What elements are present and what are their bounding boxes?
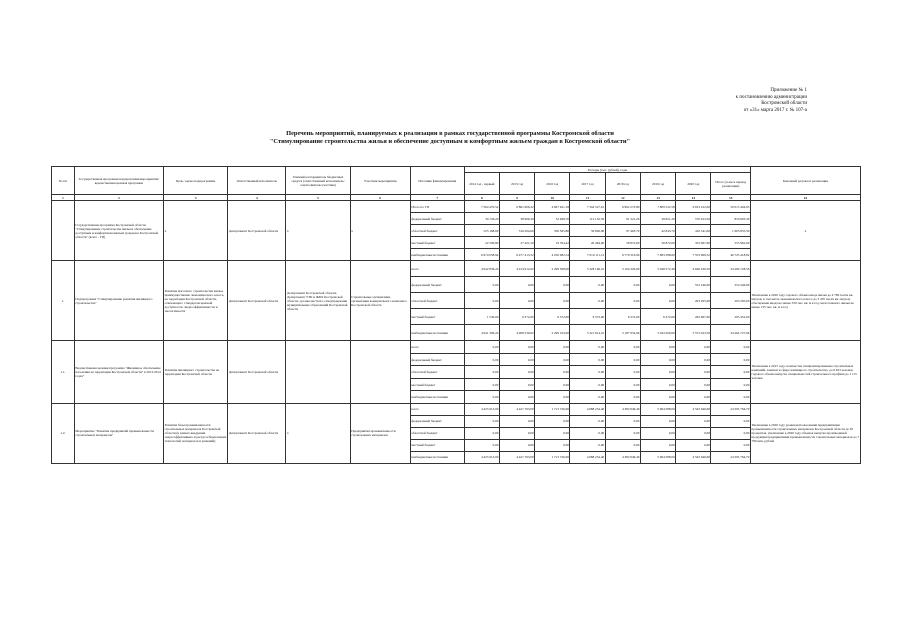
amount-cell: 0,00	[640, 366, 675, 379]
participants-cell: Предприятия промышленности строительных материалов	[350, 403, 410, 463]
amount-cell: 0,00	[499, 293, 534, 309]
amount-cell: 0,00	[535, 353, 570, 366]
amount-cell: 0,00	[570, 293, 605, 309]
column-number: 5	[286, 195, 350, 201]
amount-cell: 4 688 254,40	[570, 403, 605, 415]
amount-cell: 552 246,00	[676, 277, 711, 293]
amount-cell: 4 667 621,18	[535, 201, 570, 213]
amount-cell: 0,00	[676, 353, 711, 366]
amount-cell: 316 204,60	[499, 225, 534, 237]
amount-cell: 0,00	[570, 391, 605, 404]
measures-table	[51, 166, 861, 464]
amount-cell: 356 565,80	[535, 225, 570, 237]
amount-cell: 0,00	[535, 277, 570, 293]
row-number-cell: 1.	[52, 261, 75, 341]
amount-cell: 525 168,60	[464, 225, 499, 237]
amount-cell: 0,00	[640, 391, 675, 404]
amount-cell: 6 640 436,50	[676, 261, 711, 277]
participants-cell: Строительные организации, организации коммунального комплекса Костромской области	[350, 261, 410, 341]
table-row	[52, 403, 861, 415]
amount-cell: 0,00	[640, 378, 675, 391]
amount-cell: 0,00	[676, 439, 711, 451]
document-title	[140, 130, 760, 145]
column-number: 14	[676, 195, 711, 201]
amount-cell: 19 764,42	[535, 237, 570, 249]
appendix-block	[736, 88, 807, 114]
amount-cell: 0,00	[711, 353, 750, 366]
column-number: 13	[640, 195, 675, 201]
amount-cell: 552 246,00	[711, 277, 750, 293]
amount-cell: 0,00	[464, 341, 499, 354]
amount-cell: 42 843,70	[640, 225, 675, 237]
source-cell: федеральный бюджет	[410, 277, 464, 293]
amount-cell: 5 328 166,10	[570, 261, 605, 277]
row-number-cell	[52, 201, 75, 261]
source-cell: федеральный бюджет	[410, 353, 464, 366]
amount-cell: 6 372,00	[499, 309, 534, 325]
header-year: 2020 год	[676, 173, 711, 195]
amount-cell: 0,00	[499, 439, 534, 451]
amount-cell: 0,00	[711, 378, 750, 391]
header-result: Конечный результат реализации	[750, 167, 860, 195]
amount-cell: 295 452,00	[711, 309, 750, 325]
header-year: 2018 год	[605, 173, 640, 195]
amount-cell: 0,00	[676, 341, 711, 354]
table-row	[52, 261, 861, 277]
amount-cell: 7 564 470,54	[464, 201, 499, 213]
amount-cell: 0,00	[605, 341, 640, 354]
amount-cell: 0,00	[676, 415, 711, 427]
header-no: № п/п	[52, 167, 75, 195]
amount-cell: 6 372,00	[640, 309, 675, 325]
amount-cell: 352 067,00	[676, 237, 711, 249]
source-cell: внебюджетные источники	[410, 249, 464, 261]
amount-cell: 0,00	[464, 353, 499, 366]
amount-cell: 0,00	[499, 277, 534, 293]
amount-cell: 0,00	[499, 415, 534, 427]
goal-cell: Развитие массового строительства жилья, преимущественно экономического класса, на территории Костромской области, отвечающего стандартам ценовой доступности, энергоэффективности и экологичности	[164, 261, 228, 341]
amount-cell: 0,00	[499, 353, 534, 366]
amount-cell: 4 250 082,54	[535, 249, 570, 261]
column-number: 8	[464, 195, 499, 201]
amount-cell: 0,00	[640, 353, 675, 366]
amount-cell: 2 298 568,00	[535, 261, 570, 277]
measure-name-cell: Ведомственная целевая программа "Жилищное обеспечение населения на территории Костромской области" в 2013-2014 годах"	[74, 341, 163, 404]
column-number: 2	[74, 195, 163, 201]
amount-cell: 0,00	[605, 391, 640, 404]
amount-cell: 203 295,00	[676, 293, 711, 309]
amount-cell: 0,00	[640, 415, 675, 427]
executor-cell: Департамент Костромской области	[228, 403, 286, 463]
header-participants: Участник мероприятия	[350, 167, 410, 195]
amount-cell: 6 861 906,22	[499, 201, 534, 213]
header-sources: Источник финансирования	[410, 167, 464, 195]
amount-cell: 0,00	[570, 366, 605, 379]
source-cell: внебюджетные источники	[410, 451, 464, 463]
amount-cell: 20 464,00	[570, 237, 605, 249]
amount-cell: 5 064 588,00	[640, 451, 675, 463]
column-number: 16	[750, 195, 860, 201]
amount-cell: 5 048 572,40	[640, 261, 675, 277]
amount-cell: 0,00	[535, 293, 570, 309]
table-row	[52, 341, 861, 354]
amount-cell: 0,00	[605, 353, 640, 366]
result-cell: Увеличение к 2015 году: количества специализированных строительных компаний, занятых в сфере жилищного строительства, до 6 623 человек, годового объема выпуска специальностей строительного профиля до 1 115 человек	[750, 341, 860, 404]
manager-cell	[286, 341, 350, 404]
amount-cell: 7 553 969,52	[676, 249, 711, 261]
amount-cell: 38 966,30	[499, 213, 534, 225]
source-cell: местный бюджет	[410, 237, 464, 249]
amount-cell: 22 500,80	[464, 237, 499, 249]
amount-cell: 56 872,00	[605, 237, 640, 249]
amount-cell: 34 269 728,56	[711, 261, 750, 277]
source-cell: всего	[410, 403, 464, 415]
amount-cell: 0,00	[570, 439, 605, 451]
amount-cell: 0,00	[676, 427, 711, 439]
amount-cell: 0,00	[535, 378, 570, 391]
source-cell: внебюджетные источники	[410, 391, 464, 404]
header-year: 2019 год	[640, 173, 675, 195]
amount-cell: 0,00	[499, 378, 534, 391]
header-year: 2017 год	[570, 173, 605, 195]
source-cell: федеральный бюджет	[410, 213, 464, 225]
amount-cell: 0,00	[535, 341, 570, 354]
result-cell: Увеличение к 2020 году годового объема ввода жилья до 4 780 тысяч кв. метров, в том числе экономического класса до 3 470 тысяч кв. метров; обеспечение ввода не менее 330 тыс. кв. м в год, малоэтажного жилья не менее 135 тыс. кв. м в год	[750, 261, 860, 341]
amount-cell: 39 821,20	[640, 213, 675, 225]
amount-cell: 570 423,20	[676, 213, 711, 225]
amount-cell: 4 545 646,00	[676, 451, 711, 463]
manager-cell: х	[286, 201, 350, 261]
source-cell: областной бюджет	[410, 427, 464, 439]
column-number: 4	[228, 195, 286, 201]
table-body	[52, 201, 861, 464]
source-cell: областной бюджет	[410, 366, 464, 379]
amount-cell: 0,00	[535, 391, 570, 404]
header-total: Итого (за весь период реализации)	[711, 173, 750, 195]
appendix-line: от «31» марта 2017 г. № 107-а	[743, 107, 807, 113]
source-cell: областной бюджет	[410, 225, 464, 237]
amount-cell: 4 941 306,24	[464, 325, 499, 341]
amount-cell: 7 683 288,60	[640, 249, 675, 261]
amount-cell: 0,00	[570, 341, 605, 354]
header-executor: Ответственный исполнитель	[228, 167, 286, 195]
source-cell: Итого по ГП	[410, 201, 464, 213]
amount-cell: 0,00	[711, 366, 750, 379]
header-year: 2015 год	[499, 173, 534, 195]
amount-cell: 4 421 763,00	[499, 403, 534, 415]
column-number: 6	[350, 195, 410, 201]
amount-cell: 5 194 326,90	[605, 261, 640, 277]
amount-cell: 5 064 588,00	[640, 403, 675, 415]
amount-cell: 61 321,20	[605, 213, 640, 225]
amount-cell: 0,00	[499, 366, 534, 379]
source-cell: местный бюджет	[410, 439, 464, 451]
amount-cell: 555 962,90	[711, 237, 750, 249]
amount-cell: 34 726,20	[464, 213, 499, 225]
goal-cell: х	[164, 201, 228, 261]
amount-cell: 0,00	[640, 439, 675, 451]
source-cell: местный бюджет	[410, 378, 464, 391]
participants-cell	[350, 341, 410, 404]
source-cell: областной бюджет	[410, 293, 464, 309]
column-number: 1	[52, 195, 75, 201]
amount-cell: 5 321 814,10	[570, 325, 605, 341]
measure-name-cell: Подпрограмма "Стимулирование развития жилищного строительства"	[74, 261, 163, 341]
amount-cell: 0,00	[605, 293, 640, 309]
amount-cell: 0,00	[499, 341, 534, 354]
amount-cell: 0,00	[499, 391, 534, 404]
amount-cell: 4 908 539,62	[499, 325, 534, 341]
amount-cell: 0,00	[640, 277, 675, 293]
amount-cell: 0,00	[570, 353, 605, 366]
appendix-line: Приложение № 1	[770, 88, 807, 93]
amount-cell: 0,00	[640, 427, 675, 439]
source-cell: всего	[410, 261, 464, 277]
result-cell: Увеличение к 2020 году уровня использования предприятиями промышленности строительных материалов Костромской области до 65 процентов, увеличение к 2020 году объемов выпуска производимой продукции предприятиями промышленности строительных материалов до 7 780 млн. рублей	[750, 403, 860, 463]
title-line: Перечень мероприятий, планируемых к реализации в рамках государственной программы Костромской области	[286, 130, 614, 137]
amount-cell: 4 421 763,00	[499, 451, 534, 463]
amount-cell: 4 382 649,40	[605, 451, 640, 463]
manager-cell: х	[286, 403, 350, 463]
amount-cell: 6 372,00	[605, 309, 640, 325]
column-number: 7	[410, 195, 464, 201]
amount-cell: 0,00	[464, 366, 499, 379]
amount-cell: 1 713 726,00	[535, 403, 570, 415]
row-number-cell: 1.1.	[52, 341, 75, 404]
executor-cell: Департамент Костромской области	[228, 261, 286, 341]
amount-cell: 6 477 413,52	[499, 249, 534, 261]
column-number: 11	[570, 195, 605, 201]
amount-cell: 0,00	[605, 427, 640, 439]
row-number-cell: 1.2.	[52, 403, 75, 463]
amount-cell: 0,00	[640, 293, 675, 309]
amount-cell: 7 010 111,12	[570, 249, 605, 261]
amount-cell: 0,00	[464, 415, 499, 427]
executor-cell: Департамент Костромской области	[228, 201, 286, 261]
goal-cell: Развитие жилищного строительства на территории Костромской области	[164, 341, 228, 404]
amount-cell: 4 545 646,00	[676, 403, 711, 415]
amount-cell: 0,00	[711, 439, 750, 451]
amount-cell: 112 132,50	[570, 213, 605, 225]
amount-cell: 416 541,00	[676, 225, 711, 237]
amount-cell: 24 595 764,70	[711, 403, 750, 415]
amount-cell: 0,00	[570, 378, 605, 391]
amount-cell: 1 530,00	[464, 309, 499, 325]
amount-cell: 262 667,00	[676, 309, 711, 325]
amount-cell: 0,00	[499, 427, 534, 439]
amount-cell: 0,00	[640, 341, 675, 354]
amount-cell: 6 633 222,00	[676, 201, 711, 213]
amount-cell: 0,00	[676, 366, 711, 379]
amount-cell: 203 295,00	[711, 293, 750, 309]
amount-cell: 4 425 913,00	[464, 451, 499, 463]
appendix-line: к постановлению администрации	[735, 94, 807, 100]
appendix-line: Костромской области	[761, 101, 807, 107]
header-name: Государственная программа/подпрограмма/мероприятие/ведомственная целевая программа	[74, 167, 163, 195]
amount-cell: 6 372,00	[570, 309, 605, 325]
amount-cell: 1 665 855,30	[711, 225, 750, 237]
measure-name-cell: Государственная программа Костромской области "Стимулирование строительства жилья и обеспечение доступным и комфортным жильем граждан в Костромской области" (всего - ГП)	[74, 201, 163, 261]
column-number: 9	[499, 195, 534, 201]
amount-cell: 52 498,70	[535, 213, 570, 225]
source-cell: всего	[410, 341, 464, 354]
goal-cell: Развитие базы промышленности строительных материалов Костромской области (в рамках внедрения энергоэффективных и ресурсосберегающих технологий, материалов и решений)	[164, 403, 228, 463]
amount-cell: 0,00	[676, 391, 711, 404]
amount-cell: 24 595 764,70	[711, 451, 750, 463]
amount-cell: 59 826,00	[570, 225, 605, 237]
table-row	[52, 201, 861, 213]
measure-name-cell: Мероприятие "Развитие предприятий промышленности строительных материалов"	[74, 403, 163, 463]
amount-cell: 0,00	[535, 415, 570, 427]
amount-cell: 0,00	[570, 427, 605, 439]
amount-cell: 6 372,00	[535, 309, 570, 325]
amount-cell: 0,00	[711, 415, 750, 427]
amount-cell: 0,00	[570, 415, 605, 427]
header-expenses-group: Расходы (тыс. рублей), годы	[464, 167, 750, 173]
amount-cell: 0,00	[464, 293, 499, 309]
amount-cell: 0,00	[464, 277, 499, 293]
amount-cell: 0,00	[570, 277, 605, 293]
amount-cell: 0,00	[535, 366, 570, 379]
source-cell: местный бюджет	[410, 309, 464, 325]
participants-cell: х	[350, 201, 410, 261]
amount-cell: 0,00	[711, 427, 750, 439]
amount-cell: 0,00	[676, 378, 711, 391]
amount-cell: 0,00	[535, 427, 570, 439]
amount-cell: 2 290 193,00	[535, 325, 570, 341]
amount-cell: 5 572 023,50	[676, 325, 711, 341]
amount-cell: 0,00	[711, 341, 750, 354]
amount-cell: 0,00	[535, 439, 570, 451]
amount-cell: 4 942 836,24	[464, 261, 499, 277]
header-year: 2016 год	[535, 173, 570, 195]
amount-cell: 4 688 254,40	[570, 451, 605, 463]
amount-cell: 4 382 649,40	[605, 403, 640, 415]
amount-cell: 4 425 913,00	[464, 403, 499, 415]
title-line: "Стимулирование строительства жилья и обеспечение доступным и комфортным жильем граждан в Костромской области"	[269, 137, 631, 145]
amount-cell: 50 015 404,93	[711, 201, 750, 213]
amount-cell: 97 463,70	[605, 225, 640, 237]
amount-cell: 0,00	[605, 378, 640, 391]
amount-cell: 0,00	[464, 427, 499, 439]
amount-cell: 7 344 527,61	[570, 201, 605, 213]
amount-cell: 7 809 522,58	[640, 201, 675, 213]
header-year: 2014 год - первый	[464, 173, 499, 195]
source-cell: внебюджетные источники	[410, 325, 464, 341]
header-manager: Главный распорядитель бюджетных средств (ответственный исполнитель/соисполнитель/участник)	[286, 167, 350, 195]
amount-cell: 850 693,30	[711, 213, 750, 225]
amount-cell: 46 723 418,82	[711, 249, 750, 261]
amount-cell: 27 421,50	[499, 237, 534, 249]
amount-cell: 0,00	[464, 439, 499, 451]
column-number: 15	[711, 195, 750, 201]
amount-cell: 56 872,00	[640, 237, 675, 249]
column-number: 3	[164, 195, 228, 201]
amount-cell: 0,00	[605, 415, 640, 427]
amount-cell: 6 992 272,80	[605, 201, 640, 213]
amount-cell: 6 776 316,90	[605, 249, 640, 261]
amount-cell: 0,00	[464, 378, 499, 391]
amount-cell: 0,00	[605, 277, 640, 293]
column-number: 10	[535, 195, 570, 201]
source-cell: федеральный бюджет	[410, 415, 464, 427]
amount-cell: 0,00	[605, 439, 640, 451]
amount-cell: 5 187 954,90	[605, 325, 640, 341]
amount-cell: 0,00	[464, 391, 499, 404]
amount-cell: 0,00	[605, 366, 640, 379]
header-goal: Цель, задача подпрограммы	[164, 167, 228, 195]
amount-cell: 6 974 058,94	[464, 249, 499, 261]
executor-cell: Департамент Костромской области	[228, 341, 286, 404]
amount-cell: 0,00	[711, 391, 750, 404]
amount-cell: 1 713 726,00	[535, 451, 570, 463]
column-number: 12	[605, 195, 640, 201]
amount-cell: 4 914 912,62	[499, 261, 534, 277]
amount-cell: 5 043 200,00	[640, 325, 675, 341]
manager-cell: Департамент Костромской области, Департамент ТЭК и ЖКХ Костромской области, органы местного самоуправления муниципальных образований Костромской области	[286, 261, 350, 341]
amount-cell: 34 264 727,96	[711, 325, 750, 341]
result-cell: х	[750, 201, 860, 261]
